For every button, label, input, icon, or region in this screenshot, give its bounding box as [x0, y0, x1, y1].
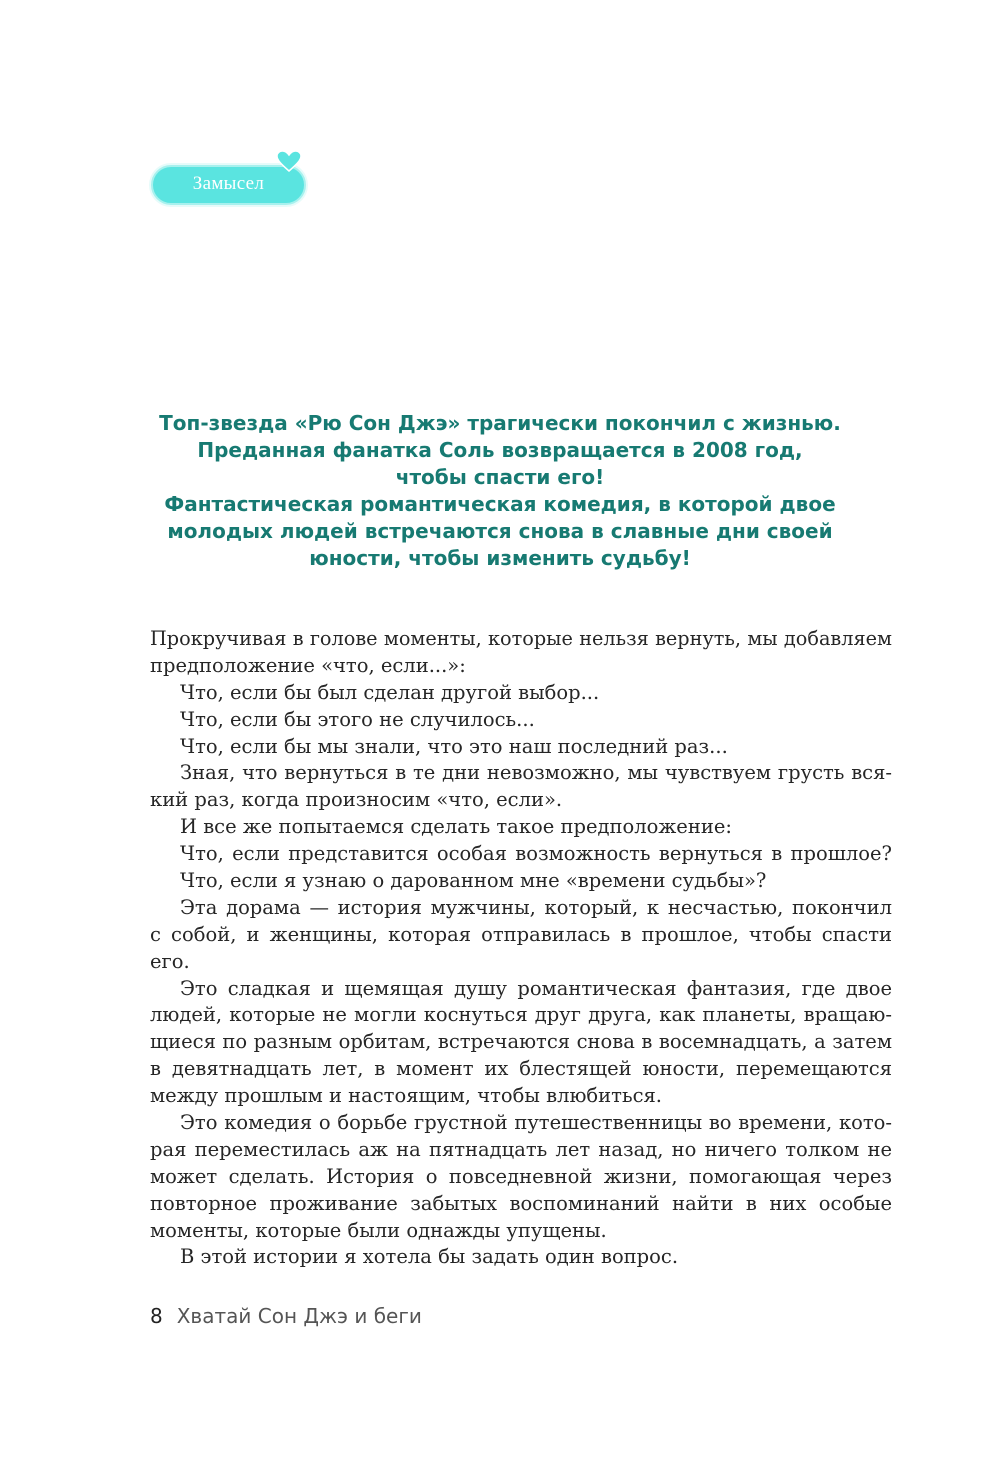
intro-line: Топ-звезда «Рю Сон Джэ» трагически покончил с жизнью.	[159, 411, 841, 435]
body-line: Что, если бы мы знали, что это наш последний раз...	[180, 734, 728, 758]
body-line: В этой истории я хотела бы задать один вопрос.	[180, 1245, 679, 1269]
body-line: кий раз, когда произносим «что, если».	[150, 788, 563, 812]
body-line: Что, если бы был сделан другой выбор...	[180, 680, 600, 704]
intro-line: Фантастическая романтическая комедия, в которой двое	[164, 492, 836, 516]
intro-line: чтобы спасти его!	[395, 465, 605, 489]
body-line: Что, если бы этого не случилось...	[180, 707, 535, 731]
body-line: с собой, и женщины, которая отправилась в прошлое, чтобы спасти	[150, 922, 892, 946]
body-line: повторное проживание забытых воспоминаний найти в них особые	[150, 1191, 892, 1215]
body-line: предположение «что, если...»:	[150, 653, 466, 677]
body-line: Что, если я узнаю о дарованном мне «времени судьбы»?	[180, 869, 767, 893]
page-number: 8	[150, 1304, 163, 1328]
body-line: Что, если представится особая возможность вернуться в прошлое?	[180, 842, 892, 866]
section-tag-label: Замысел	[192, 173, 265, 194]
body-line: между прошлым и настоящим, чтобы влюбиться.	[150, 1084, 662, 1108]
body-line: моменты, которые были однажды упущены.	[150, 1218, 607, 1242]
intro-line: Преданная фанатка Соль возвращается в 2008 год,	[197, 438, 803, 462]
body-line: щиеся по разным орбитам, встречаются снова в восемнадцать, а затем	[150, 1030, 892, 1054]
body-line: в девятнадцать лет, в момент их блестящей юности, перемещаются	[150, 1057, 892, 1081]
body-line: Это комедия о борьбе грустной путешественницы во времени, кото-	[180, 1111, 892, 1135]
body-line: Зная, что вернуться в те дни невозможно, мы чувствуем грусть вся-	[180, 761, 892, 785]
body-line: Прокручивая в голове моменты, которые нельзя вернуть, мы добавляем	[150, 627, 892, 650]
body-line: его.	[150, 949, 190, 973]
running-title: Хватай Сон Джэ и беги	[176, 1304, 422, 1328]
body-text	[150, 626, 892, 1271]
intro-line: молодых людей встречаются снова в славные дни своей	[167, 519, 833, 543]
heart-icon	[276, 150, 302, 172]
body-line: людей, которые не могли коснуться друг друга, как планеты, вращаю-	[150, 1003, 892, 1027]
body-line: может сделать. История о повседневной жизни, помогающая через	[150, 1164, 892, 1188]
body-line: рая переместилась аж на пятнадцать лет назад, но ничего толком не	[150, 1137, 892, 1161]
body-line: И все же попытаемся сделать такое предположение:	[180, 815, 732, 839]
page-footer	[150, 1304, 422, 1328]
body-line: Это сладкая и щемящая душу романтическая фантазия, где двое	[180, 976, 892, 1000]
intro-line: юности, чтобы изменить судьбу!	[309, 546, 691, 570]
synopsis-intro	[140, 410, 860, 572]
body-line: Эта дорама — история мужчины, который, к несчастью, покончил	[180, 895, 892, 919]
